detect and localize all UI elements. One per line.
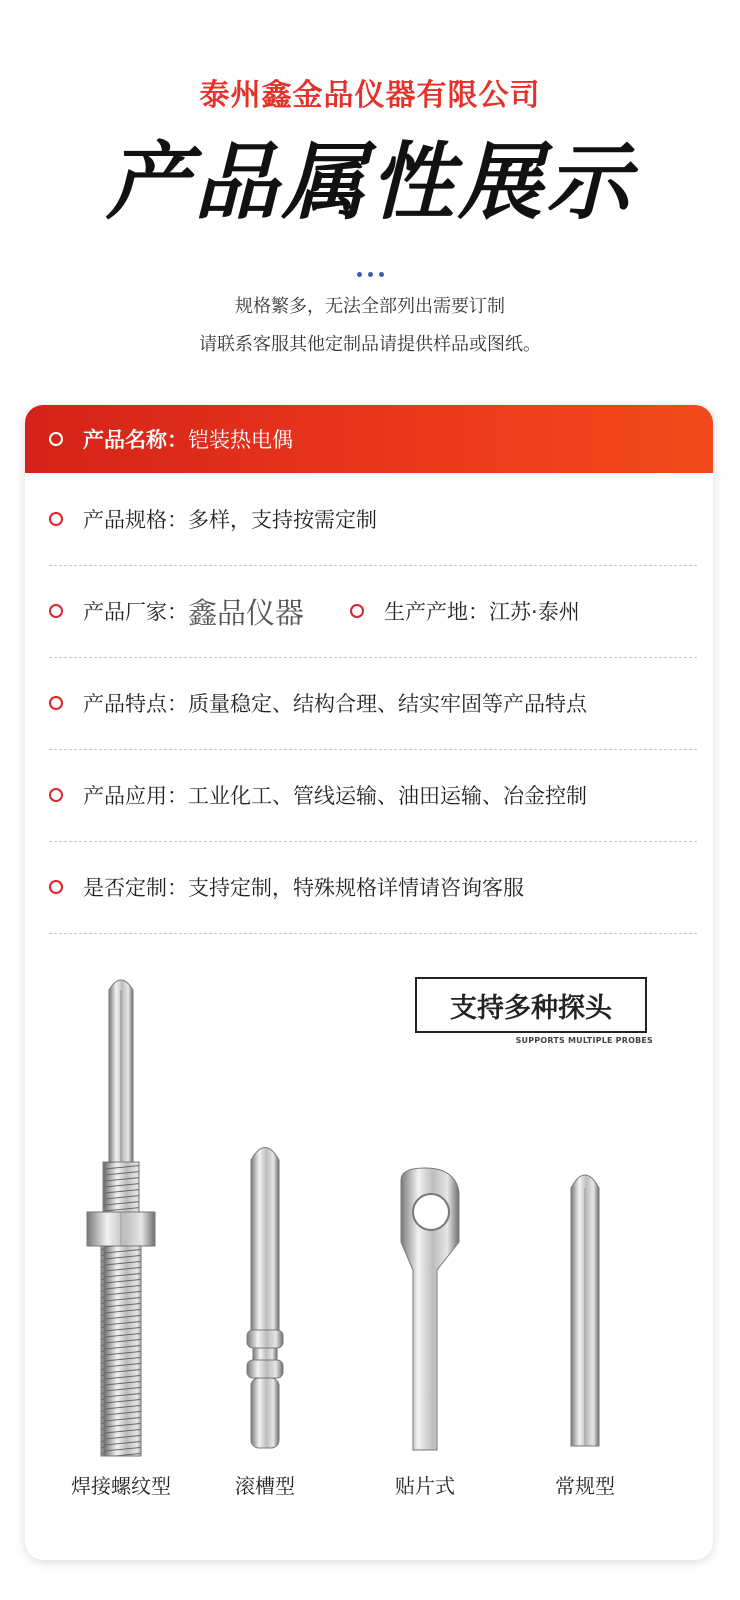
probe-tag-subtitle: SUPPORTS MULTIPLE PROBES (515, 1036, 653, 1045)
bullet-ring-icon (49, 432, 63, 446)
custom-text: 是否定制：支持定制，特殊规格详情请咨询客服 (83, 876, 524, 900)
company-name: 泰州鑫金品仪器有限公司 (199, 78, 541, 113)
maker-value: 鑫品仪器 (188, 595, 305, 630)
product-attributes-card (25, 405, 713, 1560)
subtitle-line-2: 请联系客服其他定制品请提供样品或图纸。 (199, 334, 541, 355)
product-name-value: 铠装热电偶 (188, 428, 293, 452)
bullet-ring-icon (49, 604, 63, 618)
bullet-ring-icon (49, 880, 63, 894)
bullet-ring-icon (49, 788, 63, 802)
subtitle-line-1: 规格繁多，无法全部列出需要订制 (235, 296, 505, 317)
bullet-ring-icon (49, 696, 63, 710)
probe-patch (401, 1168, 459, 1450)
application-row (49, 749, 697, 842)
probe-label-welded: 焊接螺纹型 (71, 1474, 171, 1498)
origin-text: 生产产地：江苏·泰州 (384, 600, 580, 624)
bullet-ring-icon (350, 604, 364, 618)
application-text: 产品应用：工业化工、管线运输、油田运输、冶金控制 (83, 784, 587, 808)
maker-row (49, 565, 697, 658)
separator-dots (0, 262, 740, 281)
maker-label: 产品厂家： (83, 600, 188, 624)
probe-showcase (25, 930, 713, 1560)
probe-regular (571, 1175, 599, 1446)
spec-row (49, 473, 697, 566)
probe-illustrations (25, 930, 713, 1470)
bullet-ring-icon (49, 512, 63, 526)
product-name-header (25, 405, 713, 473)
probe-label-regular: 常规型 (555, 1474, 615, 1498)
page-headline: 产品属性展示 (105, 133, 634, 231)
features-text: 产品特点：质量稳定、结构合理、结实牢固等产品特点 (83, 692, 587, 716)
product-name-label: 产品名称： (83, 428, 188, 452)
probe-roll-groove (247, 1148, 283, 1449)
custom-row (49, 841, 697, 934)
features-row (49, 657, 697, 750)
probe-label-groove: 滚槽型 (235, 1474, 295, 1498)
probe-welded-thread (87, 980, 155, 1456)
probe-label-patch: 贴片式 (395, 1474, 455, 1498)
spec-text: 产品规格：多样，支持按需定制 (83, 508, 377, 532)
probe-tag-box: 支持多种探头 (415, 977, 647, 1033)
